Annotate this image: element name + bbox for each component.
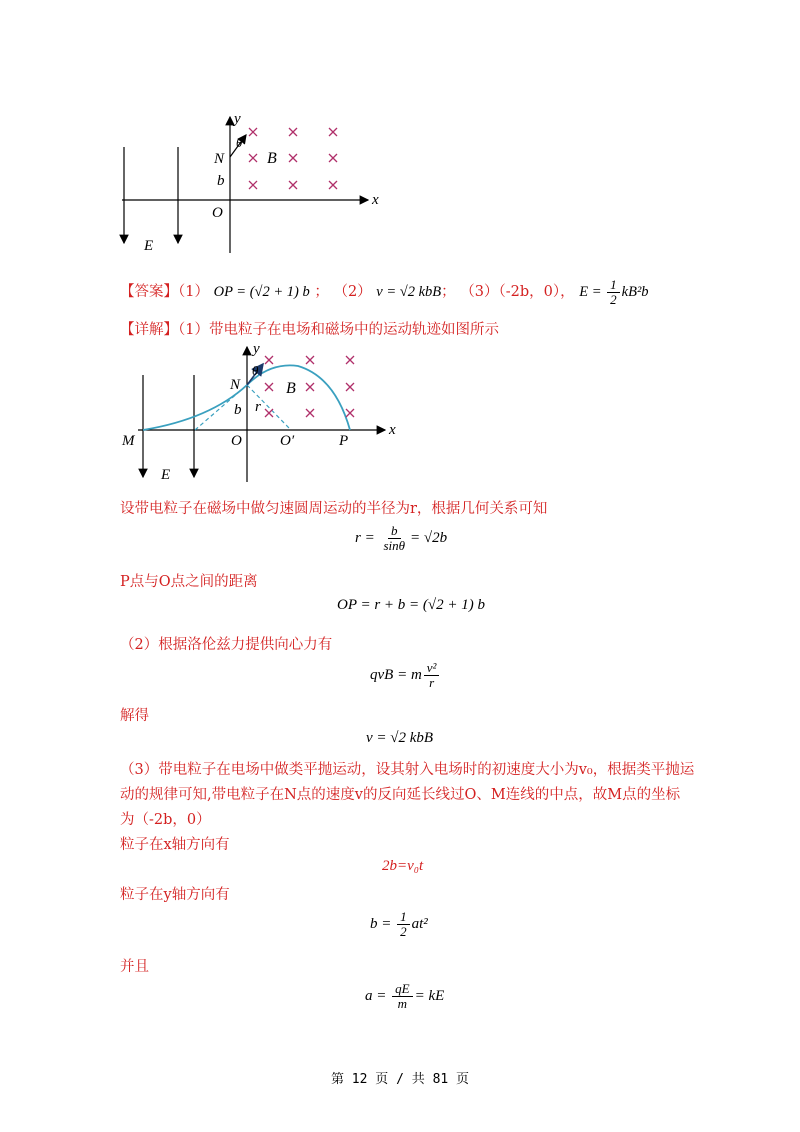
point-n-label: N [214,151,225,167]
x-direction-equation: 2b=v₀t [382,858,424,874]
answer-op-expression: OP = (√2 + 1) b [213,284,310,301]
separator: ； [441,284,456,301]
answer-m-coordinate: （-2b，0）， [498,284,575,301]
b-distance-label: b [217,173,225,189]
x-direction-intro: 粒子在x轴方向有 [120,837,230,853]
x-axis-label: x [389,422,396,438]
separator: ； [314,284,329,301]
point-n-label: N [230,377,241,393]
acceleration-equation: a = $\frac{qE}{m}$ = kE [365,981,445,1012]
detail-bracket: 【详解】 [120,322,178,338]
origin-label: O [212,205,223,221]
detail-intro-text: （1）带电粒子在电场和磁场中的运动轨迹如图所示 [178,322,499,338]
figure-2 [110,337,410,487]
answer-part-2-number: （2） [333,284,372,301]
radius-line [247,385,291,430]
velocity-equation: v = √2 kbB [366,730,434,746]
radius-label: r [255,399,261,415]
radius-intro: 设带电粒子在磁场中做匀速圆周运动的半径为r，根据几何关系可知 [120,501,548,517]
b-field-label: B [286,380,296,397]
theta-label: θ [236,135,243,150]
b-field-label: B [267,150,277,167]
answer-e-expression: E = $\frac{1}{2}$ kB²b [579,277,649,308]
answer-v-expression: v = √2 kbB [376,284,442,301]
x-axis-label: x [372,192,379,208]
detail-intro [120,318,499,339]
figure-1 [110,105,390,255]
center-o-prime-label: O′ [280,433,295,449]
part3-line-3: 为（-2b，0） [120,812,211,828]
op-intro: P点与O点之间的距离 [120,574,258,590]
and-label: 并且 [120,959,149,975]
y-axis-label: y [253,341,260,357]
b-distance-label: b [234,402,242,418]
lorentz-equation: qvB = m $\frac{\text{v²}}{r}$ [370,661,441,691]
trajectory-arc [247,365,350,430]
e-field-label: E [161,467,171,483]
answer-part-3-number: （3） [460,284,499,301]
op-equation: OP = r + b = (√2 + 1) b [337,597,486,613]
part3-line-2: 动的规律可知,带电粒子在N点的速度v的反向延长线过O、M连线的中点，故M点的坐标 [120,787,681,803]
radius-equation: r = $\frac{b}{\sin\theta}$ = √2b [355,523,448,554]
y-axis-label: y [234,111,241,127]
solve-label: 解得 [120,708,149,724]
part3-line-1: （3）带电粒子在电场中做类平抛运动，设其射入电场时的初速度大小为v₀，根据类平抛运 [120,762,695,778]
magnetic-field-crosses [249,128,337,189]
magnetic-field-crosses [265,356,354,417]
theta-label: θ [252,363,259,378]
answer-part-1-number: （1） [178,284,209,301]
answer-line [120,278,649,308]
e-field-label: E [144,238,154,254]
part2-intro: （2）根据洛伦兹力提供向心力有 [120,637,333,653]
origin-label: O [231,433,242,449]
y-direction-intro: 粒子在y轴方向有 [120,887,230,903]
point-p-label: P [339,433,349,449]
point-m-label: M [122,433,135,449]
answer-bracket: 【答案】 [120,284,178,301]
page-footer: 第 12 页 / 共 81 页 [330,1072,470,1087]
y-direction-equation: b = $\frac{1}{2}$ at² [370,909,428,940]
